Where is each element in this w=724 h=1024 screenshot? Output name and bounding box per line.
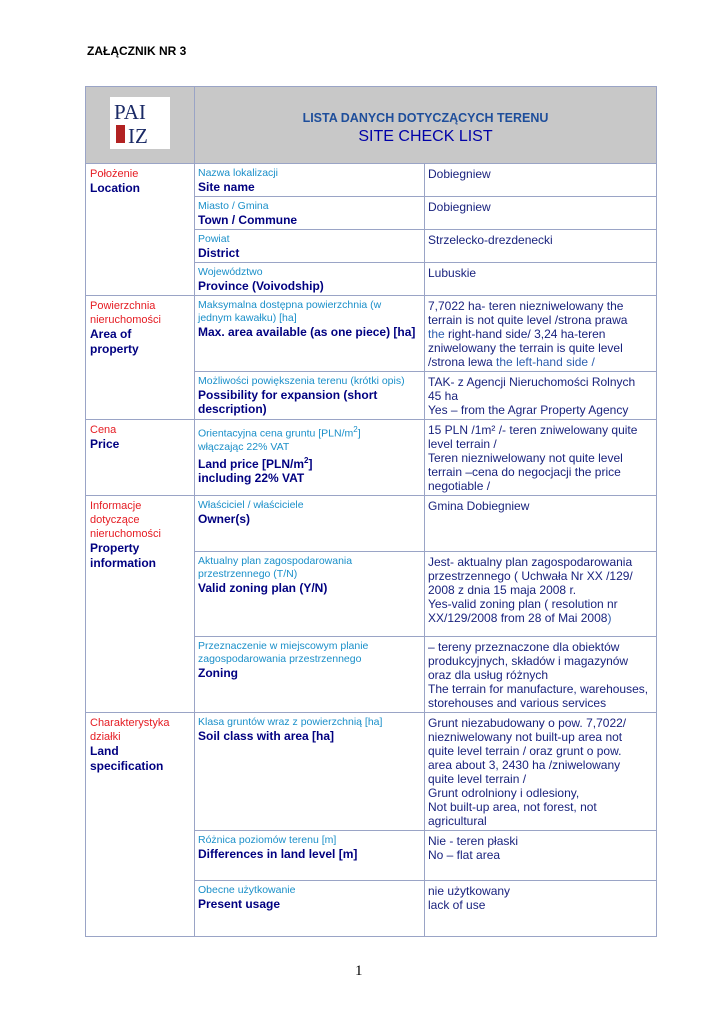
section-land-spec: Charakterystyka działki Land specification xyxy=(86,713,195,937)
field-max-area: Maksymalna dostępna powierzchnia (w jednym kawałku) [ha] Max. area available (as one piece) [ha] xyxy=(195,296,425,372)
title-cell xyxy=(195,87,657,164)
section-location: Położenie Location xyxy=(86,164,195,296)
section-property-info: Informacje dotyczące nieruchomości Property information xyxy=(86,496,195,713)
field-present-usage: Obecne użytkowanie Present usage xyxy=(195,881,425,937)
table-row xyxy=(86,420,657,496)
logo-cell xyxy=(86,87,195,164)
field-town: Miasto / Gmina Town / Commune xyxy=(195,197,425,230)
value-expansion: TAK- z Agencji Nieruchomości Rolnych 45 ha Yes – from the Agrar Property Agency xyxy=(425,372,657,420)
field-province: Województwo Province (Voivodship) xyxy=(195,263,425,296)
site-check-list-table xyxy=(85,86,656,937)
svg-text:IZ: IZ xyxy=(128,123,148,148)
field-site-name: Nazwa lokalizacji Site name xyxy=(195,164,425,197)
section-price: Cena Price xyxy=(86,420,195,496)
table-row xyxy=(86,496,657,552)
table-row xyxy=(86,296,657,372)
page-number: 1 xyxy=(355,963,363,979)
value-land-level: Nie - teren płaski No – flat area xyxy=(425,831,657,881)
field-soil-class: Klasa gruntów wraz z powierzchnią [ha] Soil class with area [ha] xyxy=(195,713,425,831)
value-town: Dobiegniew xyxy=(425,197,657,230)
value-owner: Gmina Dobiegniew xyxy=(425,496,657,552)
field-zoning-plan: Aktualny plan zagospodarowania przestrzennego (T/N) Valid zoning plan (Y/N) xyxy=(195,552,425,637)
value-max-area: 7,7022 ha- teren niezniwelowany the terrain is not quite level /strona prawa the right-hand side/ 3,24 ha-teren zniwelowany the terrain is quite level /strona lewa the left-hand side / xyxy=(425,296,657,372)
table-row xyxy=(86,164,657,197)
field-land-price: Orientacyjna cena gruntu $[PLN/m^2]$ włączając 22% VAT Land price $[PLN/m^2]$ including 22% VAT xyxy=(195,420,425,496)
section-area: Powierzchnia nieruchomości Area of property xyxy=(86,296,195,420)
annex-label: ZAŁĄCZNIK NR 3 xyxy=(87,44,187,58)
field-owner: Właściciel / właściciele Owner(s) xyxy=(195,496,425,552)
field-zoning: Przeznaczenie w miejscowym planie zagospodarowania przestrzennego Zoning xyxy=(195,637,425,713)
title-polish: LISTA DANYCH DOTYCZĄCYCH TERENU xyxy=(302,110,549,125)
paiiz-logo xyxy=(110,97,170,149)
title-english: SITE CHECK LIST xyxy=(358,127,493,145)
value-district: Strzelecko-drezdenecki xyxy=(425,230,657,263)
field-district: Powiat District xyxy=(195,230,425,263)
field-expansion: Możliwości powiększenia terenu (krótki opis) Possibility for expansion (short description) xyxy=(195,372,425,420)
value-province: Lubuskie xyxy=(425,263,657,296)
svg-text:PAI: PAI xyxy=(114,99,146,124)
value-zoning: – tereny przeznaczone dla obiektów produkcyjnych, składów i magazynów oraz dla usług różnych The terrain for manufacture, warehouses, storehouses and various services xyxy=(425,637,657,713)
value-soil-class: Grunt niezabudowany o pow. 7,7022/ niezniwelowany not built-up area not quite level terrain / oraz grunt o pow. area about 3, 2430 ha /zniwelowany quite level terrain / Grunt odrolniony i odlesiony, Not built-up area, not forest, not agricultural xyxy=(425,713,657,831)
value-zoning-plan: Jest- aktualny plan zagospodarowania przestrzennego ( Uchwała Nr XX /129/ 2008 z dnia 15 maja 2008 r. Yes-valid zoning plan ( resolution nr XX/129/2008 from 28 of Mai 2008) xyxy=(425,552,657,637)
value-site-name: Dobiegniew xyxy=(425,164,657,197)
title-row xyxy=(86,87,657,164)
table-row xyxy=(86,713,657,831)
value-land-price: 15 PLN /1m² /- teren zniwelowany quite level terrain / Teren niezniwelowany not quite level terrain –cena do negocjacji the price negotiable / xyxy=(425,420,657,496)
value-present-usage: nie użytkowany lack of use xyxy=(425,881,657,937)
field-land-level: Różnica poziomów terenu [m] Differences in land level [m] xyxy=(195,831,425,881)
